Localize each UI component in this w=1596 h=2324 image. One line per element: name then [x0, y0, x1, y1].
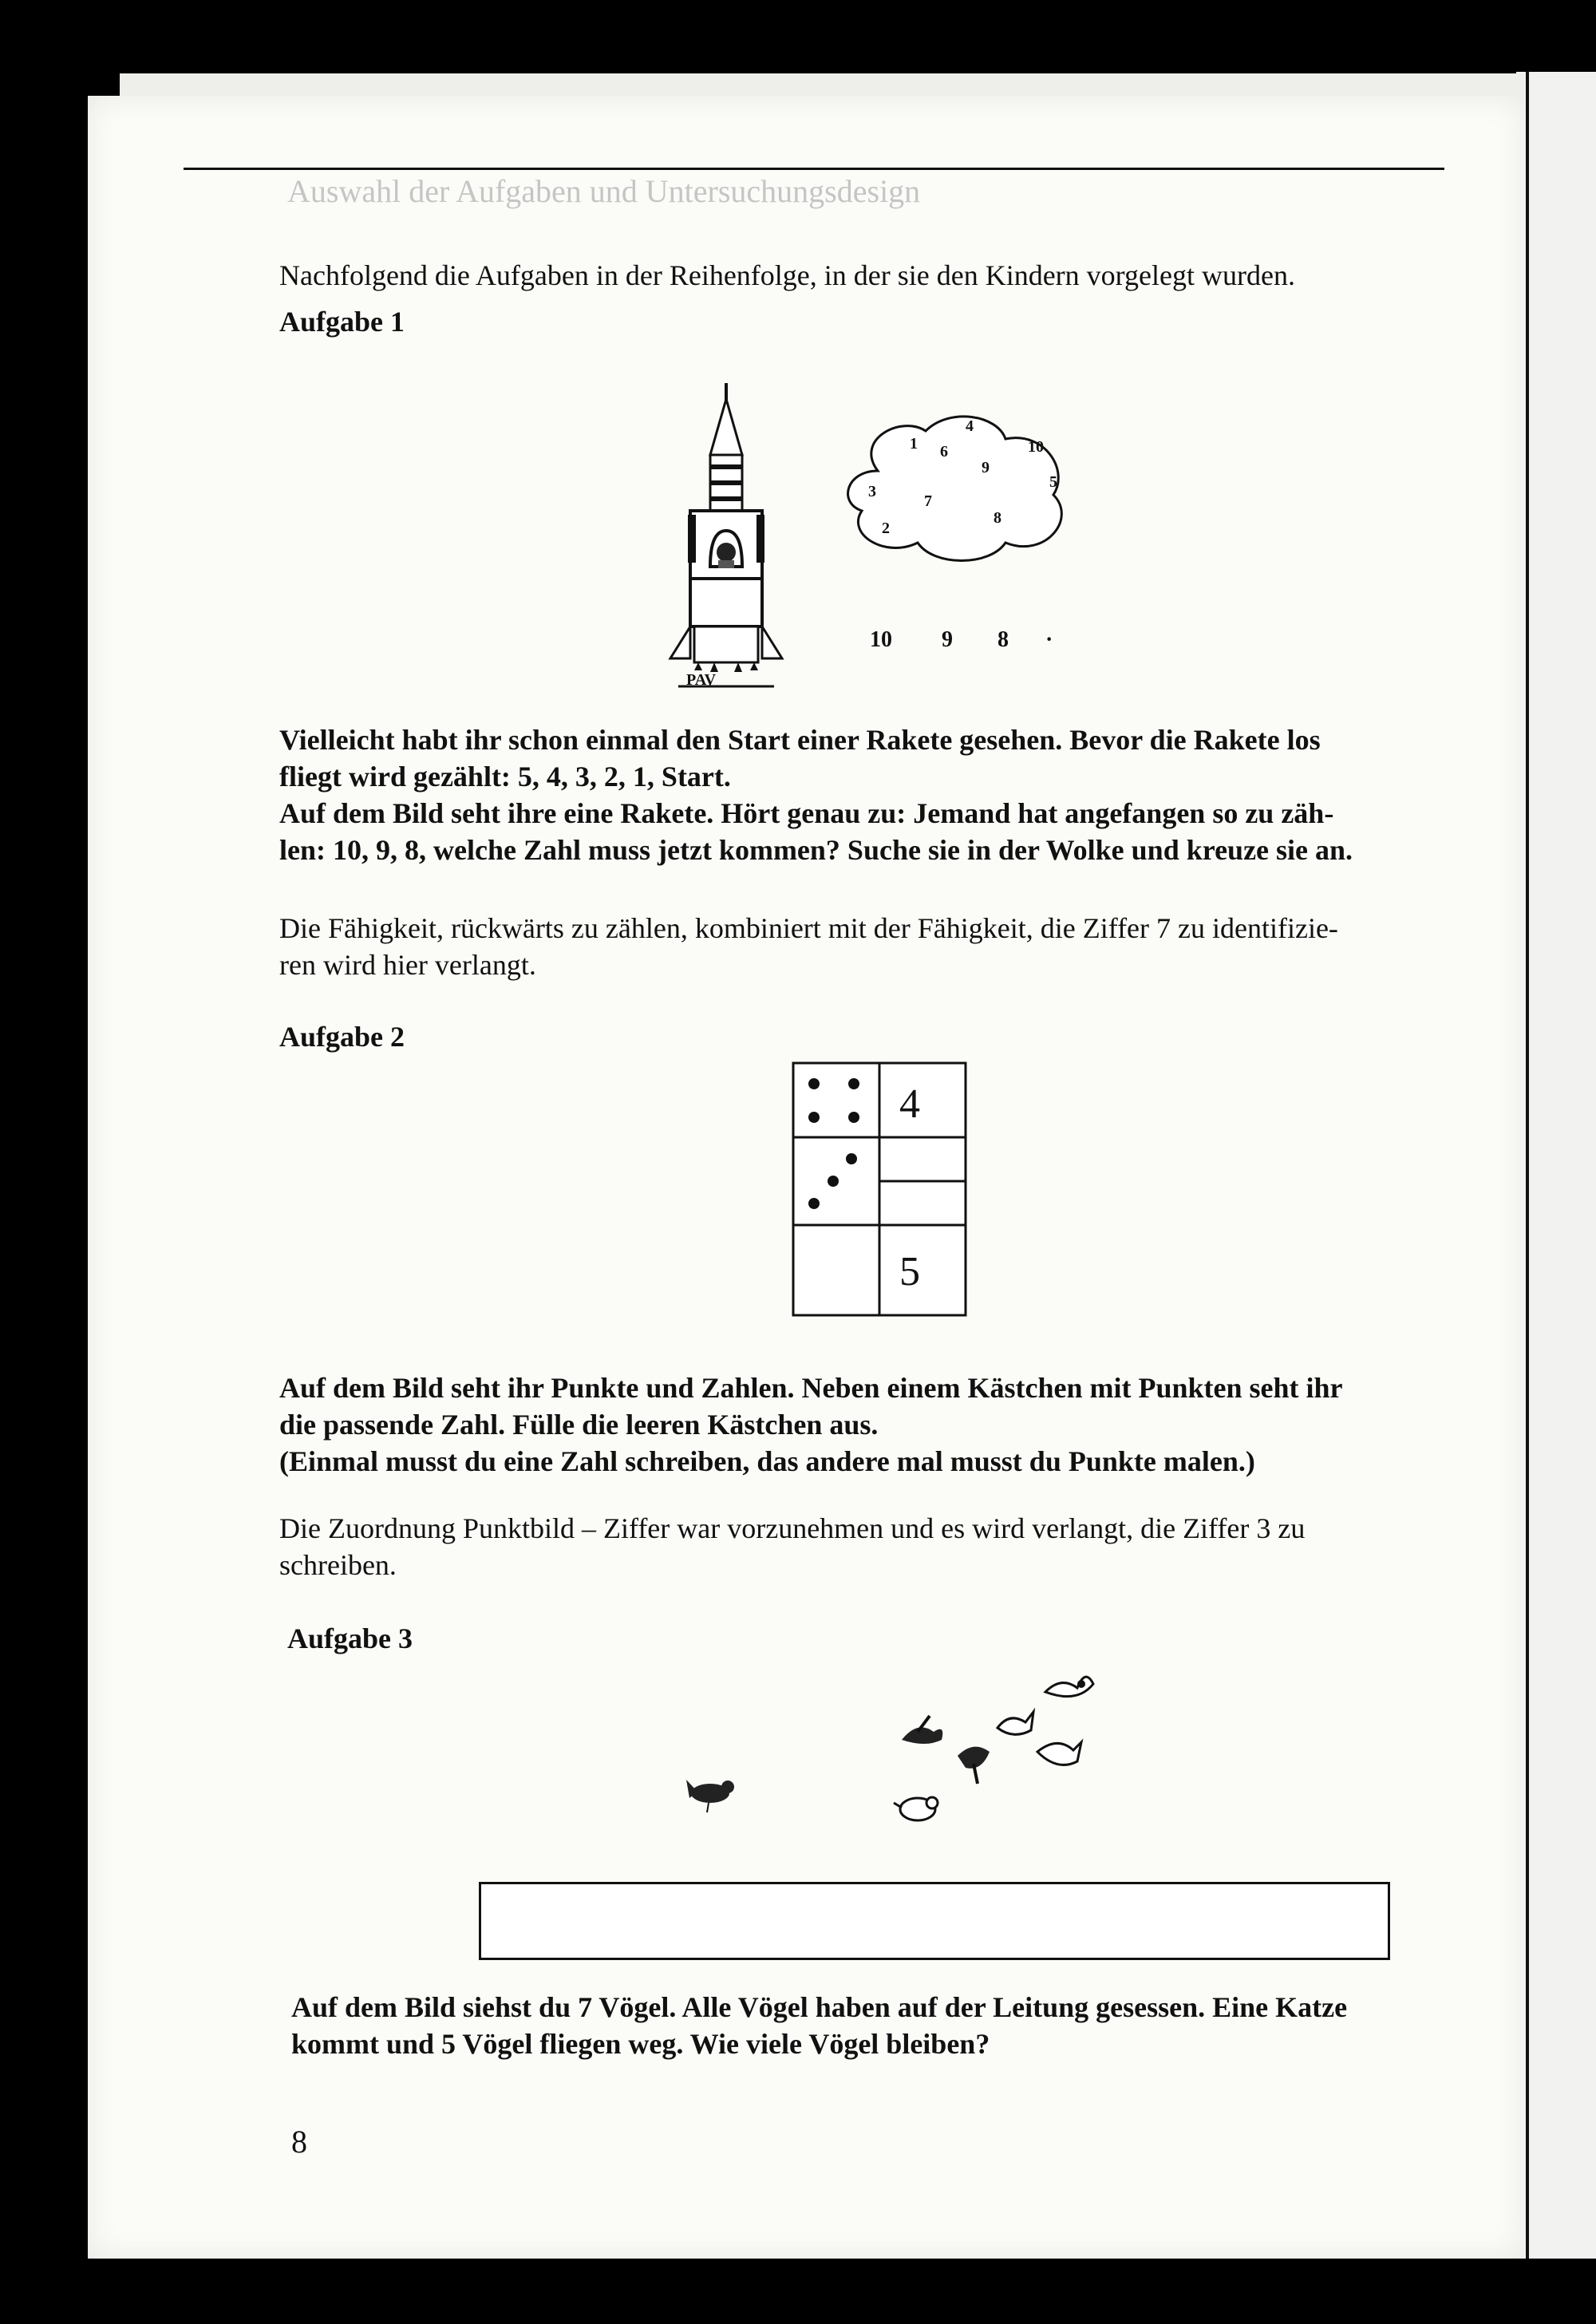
cloud-number-6: 6	[940, 443, 948, 460]
dot	[808, 1112, 820, 1123]
cloud-number-9: 9	[982, 459, 990, 476]
task2-instruction-2: die passende Zahl. Fülle die leeren Kästchen aus.	[279, 1409, 879, 1441]
cloud-number-1: 1	[910, 435, 918, 453]
task3-instruction-1: Auf dem Bild siehst du 7 Vögel. Alle Vögel haben auf der Leitung gesessen. Eine Katze	[291, 1991, 1348, 2023]
task2-instruction-1: Auf dem Bild seht ihr Punkte und Zahlen. Neben einem Kästchen mit Punkten seht ihr	[279, 1372, 1343, 1404]
task1-instruction-3: Auf dem Bild seht ihre eine Rakete. Hört genau zu: Jemand hat angefangen so zu zäh-	[279, 797, 1334, 829]
dot	[848, 1078, 859, 1089]
sequence-number-9: 9	[942, 627, 953, 652]
dot	[828, 1176, 839, 1187]
task3-heading: Aufgabe 3	[287, 1622, 413, 1654]
count-sequence	[866, 622, 1073, 654]
rocket-label: PAV	[686, 671, 717, 689]
dot-number-grid	[792, 1061, 967, 1317]
birds-illustration	[662, 1668, 1109, 1852]
task1-heading: Aufgabe 1	[279, 306, 405, 338]
cloud-number-7: 7	[924, 492, 932, 510]
bird-icon	[686, 1780, 734, 1812]
intro-text: Nachfolgend die Aufgaben in der Reihenfolge, in der sie den Kindern vorgelegt wurden.	[279, 259, 1295, 291]
cloud-number-5: 5	[1049, 473, 1057, 491]
box-number-5: 5	[899, 1249, 920, 1294]
page-number: 8	[291, 2124, 307, 2160]
task2-instruction-3: (Einmal musst du eine Zahl schreiben, das andere mal musst du Punkte malen.)	[279, 1445, 1255, 1477]
sequence-gap: ·	[1045, 627, 1053, 652]
bird-icon	[894, 1797, 938, 1820]
bird-icon	[902, 1716, 942, 1744]
cloud-number-10: 10	[1028, 438, 1044, 456]
task2-explanation-1: Die Zuordnung Punktbild – Ziffer war vorzunehmen und es wird verlangt, die Ziffer 3 zu	[279, 1512, 1306, 1544]
bird-icon	[958, 1747, 990, 1784]
dot	[846, 1153, 857, 1164]
bird-icon	[998, 1712, 1033, 1734]
box-number-4: 4	[899, 1081, 920, 1127]
running-header: Auswahl der Aufgaben und Untersuchungsdesign	[287, 173, 921, 209]
sequence-number-10: 10	[870, 627, 892, 652]
task2-explanation-2: schreiben.	[279, 1549, 397, 1581]
cloud-number-2: 2	[882, 520, 890, 537]
task3-instruction-2: kommt und 5 Vögel fliegen weg. Wie viele Vögel bleiben?	[291, 2028, 990, 2060]
rocket-figure	[670, 383, 782, 702]
cloud-number-8: 8	[994, 509, 1001, 527]
page-edge	[1526, 72, 1529, 2259]
cloud-number-3: 3	[868, 483, 876, 500]
bird-icon	[1045, 1677, 1093, 1697]
task1-explanation-2: ren wird hier verlangt.	[279, 949, 536, 981]
task1-explanation-1: Die Fähigkeit, rückwärts zu zählen, kombiniert mit der Fähigkeit, die Ziffer 7 zu identifizie-	[279, 912, 1338, 944]
number-cloud	[830, 407, 1077, 567]
task1-instruction-4: len: 10, 9, 8, welche Zahl muss jetzt kommen? Suche sie in der Wolke und kreuze sie an.	[279, 834, 1353, 866]
cloud-number-4: 4	[966, 417, 974, 435]
task2-heading: Aufgabe 2	[279, 1021, 405, 1053]
dot	[808, 1078, 820, 1089]
answer-box[interactable]	[479, 1882, 1390, 1960]
sequence-number-8: 8	[998, 627, 1009, 652]
task1-instruction-2: fliegt wird gezählt: 5, 4, 3, 2, 1, Start.	[279, 761, 731, 792]
dot	[808, 1198, 820, 1209]
task1-instruction-1: Vielleicht habt ihr schon einmal den Start einer Rakete gesehen. Bevor die Rakete los	[279, 724, 1321, 756]
dot	[848, 1112, 859, 1123]
header-rule	[184, 168, 1444, 170]
bird-icon	[1037, 1742, 1081, 1765]
